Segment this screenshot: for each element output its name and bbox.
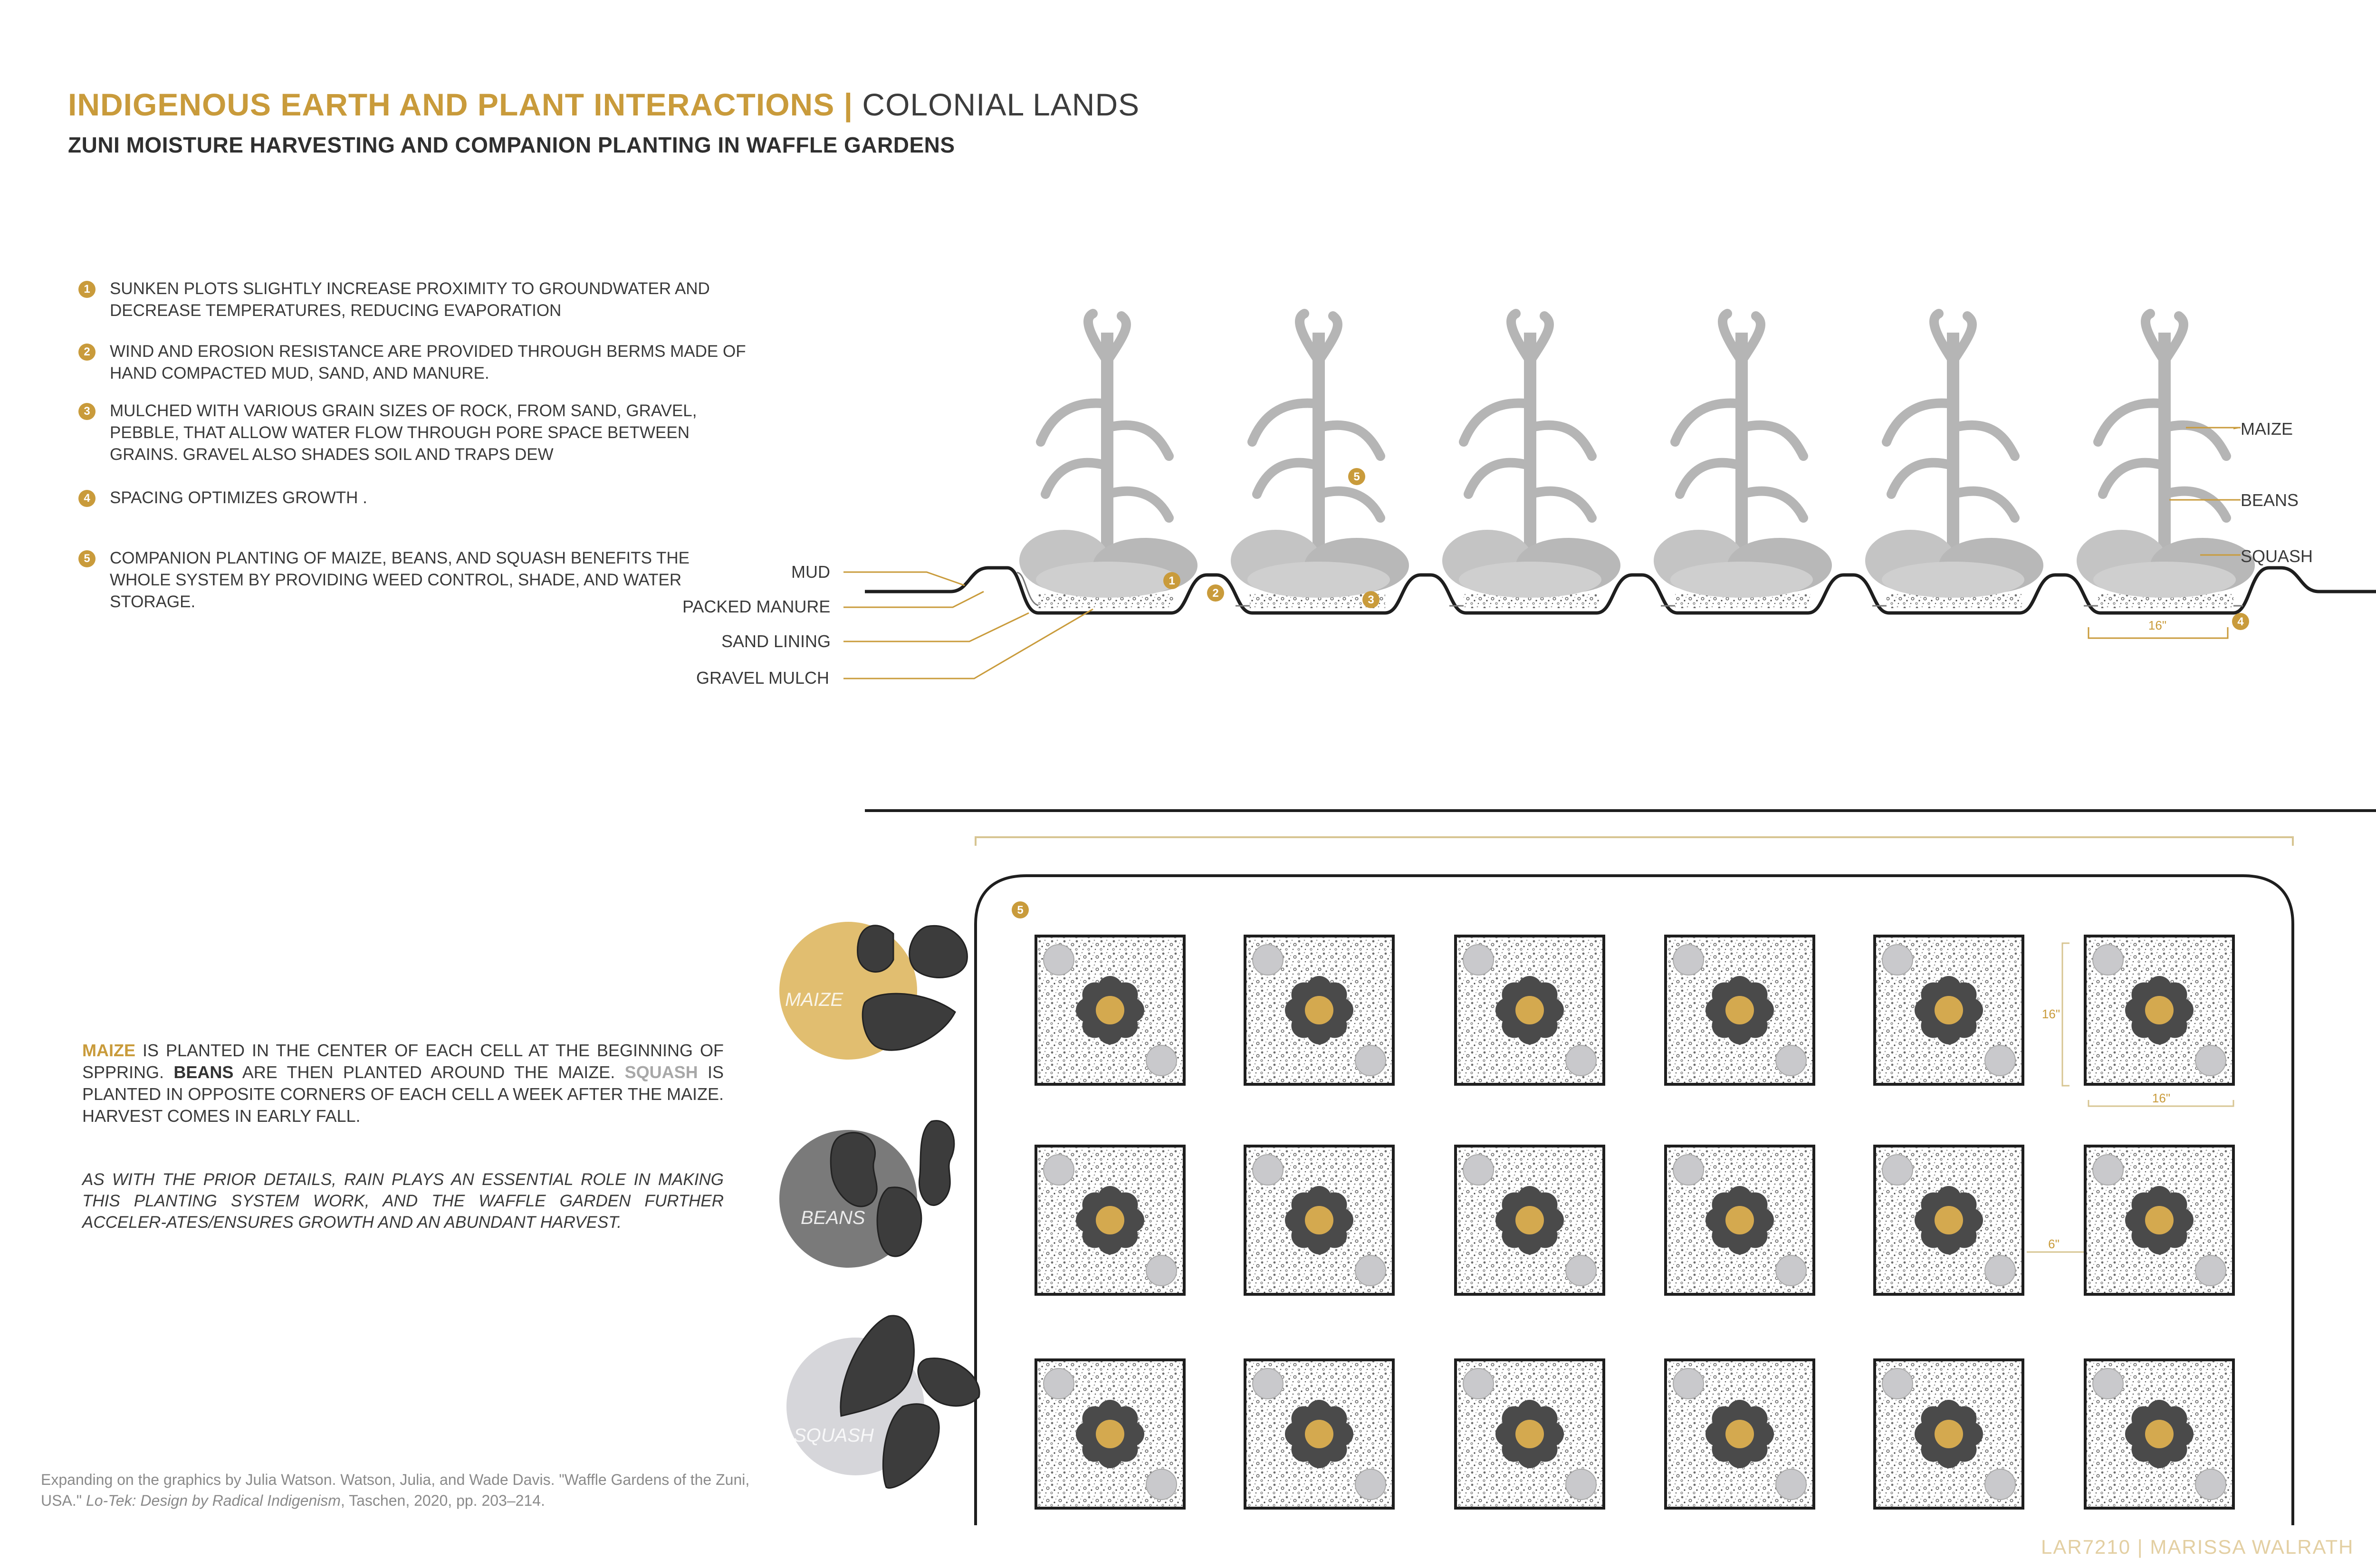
squash-plant: [1355, 1255, 1386, 1286]
squash-plant: [1882, 1368, 1913, 1399]
planting-cell: [1036, 1360, 1184, 1508]
maize-seed-icon: [858, 926, 893, 972]
squash-plant: [2195, 1045, 2226, 1076]
squash-label: SQUASH: [2241, 546, 2313, 566]
squash-plant: [2093, 1368, 2123, 1399]
planting-cell: [2085, 936, 2233, 1084]
squash-plant: [1044, 945, 1074, 975]
maize-plant: [1935, 996, 1963, 1024]
cell-width-dimension: 16": [2152, 1091, 2171, 1105]
squash-plant: [1044, 1368, 1074, 1399]
beans-label: BEANS: [2241, 490, 2299, 510]
plant-row: [1019, 314, 2255, 598]
para-beans-word: BEANS: [173, 1062, 234, 1082]
squash-plant: [1253, 945, 1283, 975]
planting-cell: [1666, 1360, 1814, 1508]
marker-numerals: [1017, 470, 2244, 917]
packed-manure-label: PACKED MANURE: [682, 597, 831, 616]
marker-2-label: 2: [1212, 587, 1219, 600]
page-subtitle: ZUNI MOISTURE HARVESTING AND COMPANION PLANTING IN WAFFLE GARDENS: [68, 133, 955, 157]
maize-plant: [1096, 1206, 1124, 1234]
para-maize-word: MAIZE: [82, 1041, 135, 1060]
title-separator: |: [843, 87, 853, 122]
planting-cell: [1456, 1146, 1604, 1294]
para-text: IS PLANTED IN THE CENTER OF EACH CELL AT THE BEGINNING OF SPPRING.: [82, 1041, 724, 1082]
legend-squash-label: SQUASH: [794, 1425, 874, 1446]
squash-plant: [1146, 1045, 1177, 1076]
planting-cell: [1036, 936, 1184, 1084]
title-sub: COLONIAL LANDS: [862, 87, 1140, 122]
planting-cell: [1875, 1360, 2023, 1508]
plan-cells: [1036, 936, 2233, 1508]
squash-plant: [1566, 1045, 1596, 1076]
planting-cell: [1666, 1146, 1814, 1294]
citation-text: Expanding on the graphics by Julia Watson. Watson, Julia, and Wade Davis. "Waffle Gardens of the Zuni, USA.": [41, 1471, 750, 1509]
squash-plant: [1985, 1045, 2015, 1076]
maize-plant-icon: [1019, 314, 1198, 598]
note-text: WIND AND EROSION RESISTANCE ARE PROVIDED THROUGH BERMS MADE OF HAND COMPACTED MUD, SAND, AND MANURE.: [110, 342, 746, 382]
title-main: INDIGENOUS EARTH AND PLANT INTERACTIONS: [68, 87, 835, 122]
marker-1-label: 1: [1169, 574, 1175, 587]
squash-plant: [2195, 1255, 2226, 1286]
marker-4-label: 4: [2237, 615, 2244, 628]
squash-plant: [1985, 1255, 2015, 1286]
squash-plant: [1566, 1255, 1596, 1286]
planting-cell: [2085, 1360, 2233, 1508]
squash-plant: [1044, 1155, 1074, 1185]
maize-seed-icon: [910, 926, 968, 977]
planting-cell: [1036, 1146, 1184, 1294]
squash-plant: [1985, 1469, 2015, 1500]
squash-plant: [1146, 1255, 1177, 1286]
squash-plant: [1882, 1155, 1913, 1185]
section-spacing-dimension: 16": [2148, 618, 2167, 632]
squash-plant: [1776, 1469, 1806, 1500]
squash-plant: [1146, 1469, 1177, 1500]
gravel-mulch-label: GRAVEL MULCH: [696, 668, 830, 688]
maize-plant: [1515, 1420, 1544, 1448]
squash-plant: [1566, 1469, 1596, 1500]
marker-3-label: 3: [1368, 593, 1374, 606]
squash-plant: [1673, 1155, 1704, 1185]
maize-plant-icon: [1865, 314, 2043, 598]
squash-plant: [1355, 1045, 1386, 1076]
note-number-badge: 4: [78, 490, 96, 507]
note-text: MULCHED WITH VARIOUS GRAIN SIZES OF ROCK, FROM SAND, GRAVEL, PEBBLE, THAT ALLOW WATER FLOW THROUGH PORE SPACE BETWEEN GRAINS. GRAVEL ALSO SHADES SOIL AND TRAPS DEW: [110, 402, 697, 464]
maize-plant: [2145, 1420, 2174, 1448]
cell-height-dimension: 16": [2041, 1007, 2060, 1021]
maize-plant: [1515, 996, 1544, 1024]
bean-seed-icon: [877, 1187, 921, 1256]
citation: [41, 1469, 782, 1511]
planting-cell: [1875, 936, 2023, 1084]
maize-plant: [1935, 1206, 1963, 1234]
planting-description: [82, 1040, 724, 1127]
squash-plant: [1463, 1368, 1494, 1399]
para-text: IS PLANTED IN OPPOSITE CORNERS OF EACH CELL A WEEK AFTER THE MAIZE. HARVEST COMES IN EARLY FALL.: [82, 1062, 724, 1126]
citation-book-title: Lo-Tek: Design by Radical Indigenism: [86, 1492, 341, 1509]
maize-plant: [1305, 996, 1333, 1024]
maize-plant-icon: [1654, 314, 1832, 598]
author-credit: LAR7210 | MARISSA WALRATH: [2041, 1536, 2354, 1558]
maize-plant-icon: [1231, 314, 1409, 598]
maize-plant: [1096, 1420, 1124, 1448]
squash-plant: [2195, 1469, 2226, 1500]
squash-plant: [1463, 1155, 1494, 1185]
maize-plant: [2145, 996, 2174, 1024]
maize-plant: [1305, 1420, 1333, 1448]
squash-plant: [2093, 1155, 2123, 1185]
squash-plant: [2093, 945, 2123, 975]
maize-plant: [1935, 1420, 1963, 1448]
maize-plant: [1725, 1420, 1754, 1448]
maize-plant: [1096, 996, 1124, 1024]
para-text: ARE THEN PLANTED AROUND THE MAIZE.: [233, 1062, 625, 1082]
squash-seed-icon: [918, 1358, 979, 1406]
squash-plant: [1253, 1368, 1283, 1399]
squash-plant: [1882, 945, 1913, 975]
note-text: SUNKEN PLOTS SLIGHTLY INCREASE PROXIMITY TO GROUNDWATER AND DECREASE TEMPERATURES, REDUCING EVAPORATION: [110, 279, 710, 320]
maize-plant-icon: [1442, 314, 1620, 598]
maize-plant: [1515, 1206, 1544, 1234]
maize-plant: [2145, 1206, 2174, 1234]
plan-width-bracket: [976, 837, 2293, 846]
squash-plant: [1253, 1155, 1283, 1185]
squash-plant: [1673, 1368, 1704, 1399]
squash-plant: [1776, 1045, 1806, 1076]
maize-plant: [1725, 1206, 1754, 1234]
planting-cell: [1245, 1360, 1393, 1508]
maize-seed-icon: [862, 994, 955, 1050]
plan-marker-5-label: 5: [1017, 904, 1024, 917]
legend-beans-label: BEANS: [801, 1207, 865, 1228]
maize-label: MAIZE: [2241, 419, 2293, 439]
note-text: SPACING OPTIMIZES GROWTH .: [110, 488, 367, 507]
planting-cell: [2085, 1146, 2233, 1294]
note-number-badge: 1: [78, 281, 96, 298]
squash-plant: [1673, 945, 1704, 975]
planting-cell: [1456, 936, 1604, 1084]
squash-plant: [1355, 1469, 1386, 1500]
legend-maize-label: MAIZE: [785, 989, 843, 1010]
squash-plant: [1776, 1255, 1806, 1286]
note-number-badge: 3: [78, 403, 96, 420]
maize-plant: [1725, 996, 1754, 1024]
cell-gap-dimension: 6": [2048, 1237, 2060, 1251]
bean-seed-icon: [919, 1121, 954, 1205]
planting-cell: [1245, 1146, 1393, 1294]
note-number-badge: 5: [78, 550, 96, 567]
planting-cell: [1245, 936, 1393, 1084]
maize-plant: [1305, 1206, 1333, 1234]
marker-5-label: 5: [1353, 470, 1360, 483]
sand-lining-label: SAND LINING: [721, 631, 831, 651]
squash-plant: [1463, 945, 1494, 975]
planting-cell: [1666, 936, 1814, 1084]
citation-text-end: , Taschen, 2020, pp. 203–214.: [340, 1492, 545, 1509]
planting-cell: [1875, 1146, 2023, 1294]
para-squash-word: SQUASH: [624, 1062, 698, 1082]
note-number-badge: 2: [78, 344, 96, 361]
planting-cell: [1456, 1360, 1604, 1508]
note-text: COMPANION PLANTING OF MAIZE, BEANS, AND SQUASH BENEFITS THE WHOLE SYSTEM BY PROVIDING WEED CONTROL, SHADE, AND WATER STORAGE.: [110, 549, 690, 611]
mud-label: MUD: [791, 562, 830, 582]
rain-role-paragraph: AS WITH THE PRIOR DETAILS, RAIN PLAYS AN ESSENTIAL ROLE IN MAKING THIS PLANTING SYSTEM WORK, AND THE WAFFLE GARDEN FURTHER ACCELER-ATES/ENSURES GROWTH AND AN ABUNDANT HARVEST.: [82, 1170, 724, 1232]
